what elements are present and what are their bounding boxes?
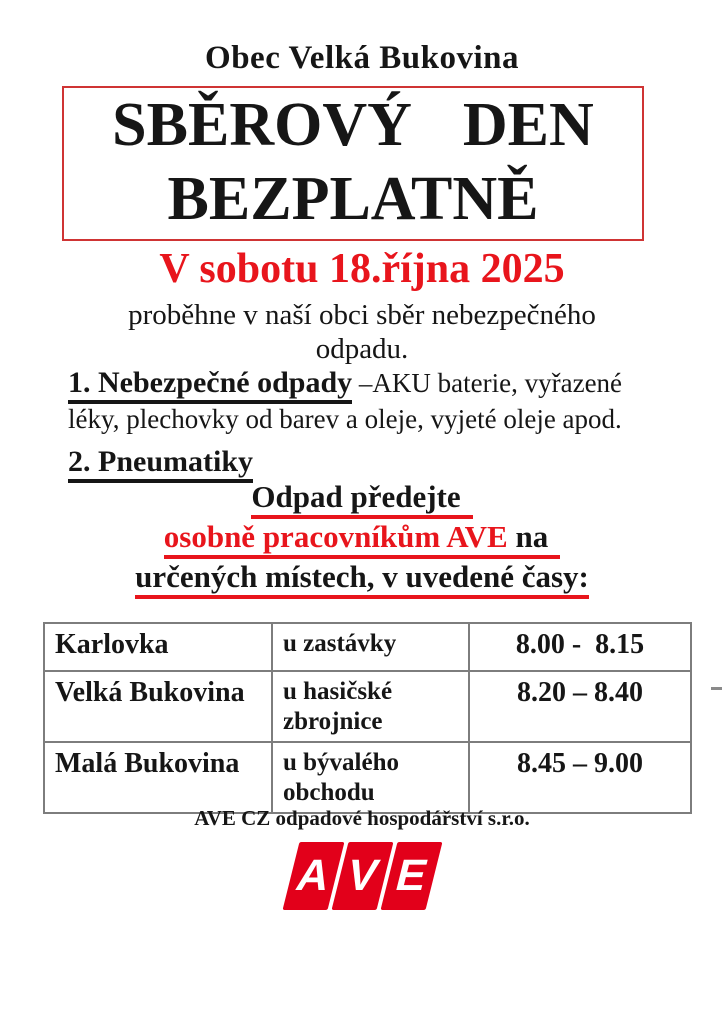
ave-letter-v: V	[341, 851, 383, 900]
place-cell: Malá Bukovina	[44, 742, 272, 813]
location-cell: u bývalého obchodu	[272, 742, 469, 813]
waste-items-list	[68, 366, 668, 479]
item-1-description-line2: léky, plechovky od barev a oleje, vyjeté oleje apod.	[68, 404, 622, 434]
place-cell: Karlovka	[44, 623, 272, 671]
item-2-line	[68, 445, 668, 479]
scan-artifact-mark	[711, 687, 722, 690]
intro-line2: odpadu.	[315, 333, 409, 365]
headline-line1: SBĚROVÝ DEN	[112, 91, 594, 159]
table-row	[44, 671, 691, 742]
schedule-table	[43, 622, 692, 814]
ave-logo	[0, 842, 724, 910]
table-row	[44, 742, 691, 813]
headline-box	[62, 86, 644, 241]
time-cell: 8.00 - 8.15	[469, 623, 691, 671]
municipality-title: Obec Velká Bukovina	[205, 40, 519, 76]
headline-line2: BEZPLATNĚ	[167, 165, 539, 233]
item-1-line	[68, 366, 668, 400]
intro-text	[0, 298, 724, 366]
item-2-title: 2. Pneumatiky	[68, 445, 253, 483]
place-cell: Velká Bukovina	[44, 671, 272, 742]
handover-line1-text: Odpad předejte	[251, 479, 472, 519]
handover-line3-text: určených místech, v uvedené časy:	[135, 559, 589, 599]
event-date: V sobotu 18.října 2025	[159, 246, 565, 292]
location-cell: u hasičské zbrojnice	[272, 671, 469, 742]
item-1-title: 1. Nebezpečné odpady	[68, 366, 352, 404]
handover-line2	[0, 517, 724, 557]
item-1-description-inline: –AKU baterie, vyřazené	[352, 368, 623, 398]
handover-line2-black-text: na	[507, 519, 549, 554]
handover-instructions	[0, 477, 724, 597]
time-cell: 8.20 – 8.40	[469, 671, 691, 742]
table-row	[44, 623, 691, 671]
company-name: AVE CZ odpadové hospodářství s.r.o.	[194, 806, 530, 830]
handover-line1	[0, 477, 724, 517]
location-cell: u zastávky	[272, 623, 469, 671]
handover-line3	[0, 557, 724, 597]
ave-letter-e: E	[390, 851, 432, 900]
handover-line2-underline	[164, 519, 560, 559]
time-cell: 8.45 – 9.00	[469, 742, 691, 813]
ave-letter-a: A	[291, 851, 336, 900]
handover-line2-red-text: osobně pracovníkům AVE	[163, 519, 508, 554]
intro-line1: proběhne v naší obci sběr nebezpečného	[128, 299, 596, 331]
